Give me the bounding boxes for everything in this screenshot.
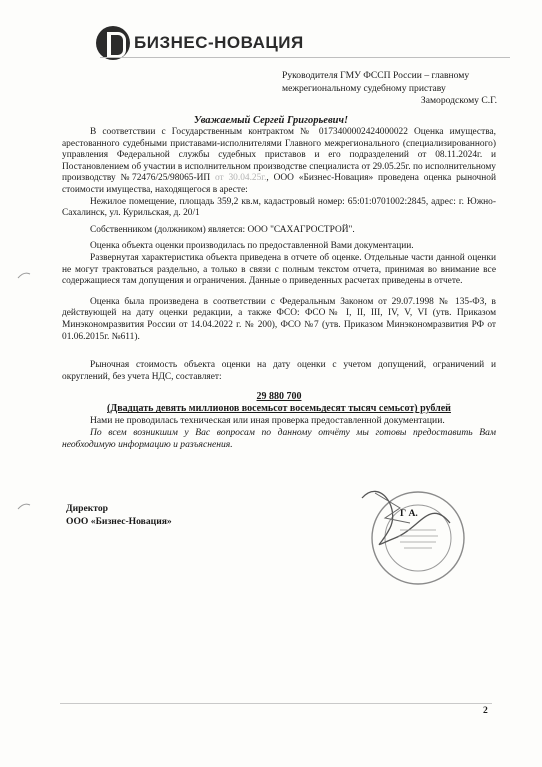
company-logo [96,26,304,60]
logo-mark-icon [96,26,130,60]
paragraph-property: Нежилое помещение, площадь 359,2 кв.м, кадастровый номер: 65:01:0701002:2845, адрес: г. Южно-Сахалинск, ул. Курильская, д. 20/1 [62,196,496,219]
valuation-amount [62,391,496,415]
margin-mark [17,266,31,284]
paragraph-report: Развернутая характеристика объекта приведена в отчете об оценке. Отдельные части данной оценки не могут трактоваться раздельно, а только в связи с полным текстом отчета, принимая во внимание все содержащиеся там допущения и ограничения. Данные о приведенных расчетах приведены в отчете. [62,252,496,287]
signature-block [66,503,172,528]
faint-date: от 30.04.25г. [214,173,267,184]
signer-name: Г А. [400,508,418,519]
addressee-line-2: межрегиональному судебному приставу [282,82,446,94]
letter-body [62,127,496,452]
paragraph-inspection: Нами не проводилась техническая или иная проверка предоставленной документации. [90,415,445,427]
logo-text: БИЗНЕС-НОВАЦИЯ [134,33,304,52]
addressee-line-3: Замородскому С.Г. [420,95,497,106]
salutation: Уважаемый Сергей Григорьевич! [193,115,349,126]
addressee-line-1: Руководителя ГМУ ФССП России – главному [282,70,470,81]
footer-divider [60,703,492,704]
paragraph-closing: По всем возникшим у Вас вопросам по данному отчёту мы готовы предоставить Вам необходимую информацию и разъяснения. [62,426,496,451]
amount-number: 29 880 700 [256,391,302,403]
header-divider [100,57,510,58]
seal-and-signature [340,468,480,603]
paragraph-contract: В соответствии с Государственным контрактом № 0173400002424000022 Оценка имущества, арестованного судебными приставами-исполнителями Главного межрегионального (специализированного) управления Федеральной службы судебных приставов и его подразделений от 08.11.2024г. и Постановлением об участии в исполнительном производстве специалиста от 29.05.25г. по исполнительному производству №72476/25/98065-ИП от 30.04.25г., ООО «Бизнес-Новация» проведена оценка рыночной стоимости имущества, находящегося в аресте: [62,127,496,195]
paragraph-standards: Оценка была произведена в соответствии с Федеральным Законом от 29.07.1998 № 135-ФЗ, в действующей на дату оценки редакции, а также ФСО: ФСО№ I, II, III, IV, V, VI (утв. Приказом Минэкономразвития России от 14.04.2022 г. № 200), ФСО №7 (утв. Приказом Минэкономразвития РФ от 01.06.2015г. №611). [62,296,496,342]
paragraph-value-intro: Рыночная стоимость объекта оценки на дату оценки с учетом допущений, ограничений и округлений, без учета НДС, составляет: [62,360,496,382]
paragraph-documents: Оценка объекта оценки производилась по предоставленной Вами документации. [90,241,414,252]
margin-mark [17,497,31,515]
paragraph-owner: Собственником (должником) является: ООО "САХАГРОСТРОЙ". [90,224,355,235]
page-number: 2 [483,705,488,716]
signer-title: Директор [66,503,108,514]
amount-words: (Двадцать девять миллионов восемьсот восемьдесят тысяч семьсот) рублей [107,403,451,415]
stamp-icon [340,468,480,598]
addressee-block [282,70,497,108]
signer-company: ООО «Бизнес-Новация» [66,515,172,527]
